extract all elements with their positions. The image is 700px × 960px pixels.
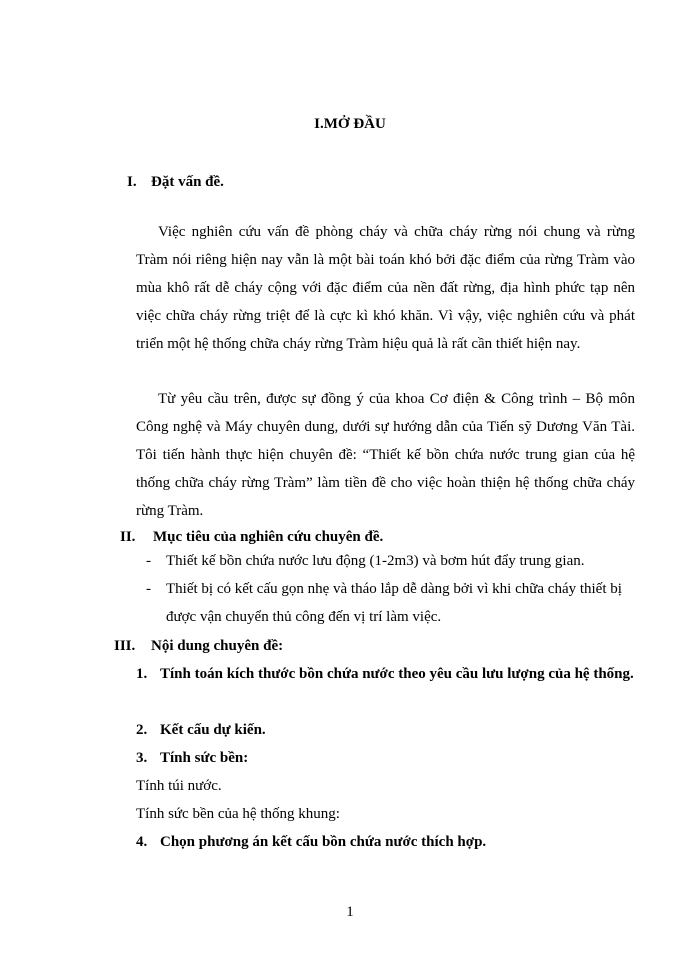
subitem-water-bag: Tính túi nước. bbox=[136, 778, 222, 794]
content-item-1 bbox=[136, 660, 636, 688]
subitem-frame-strength: Tính sức bền của hệ thống khung: bbox=[136, 806, 340, 822]
item-number: 2. bbox=[136, 722, 148, 738]
content-item-4 bbox=[136, 828, 636, 856]
item-text: Tính toán kích thước bồn chứa nước theo yêu cầu lưu lượng của hệ thống. bbox=[160, 666, 634, 682]
item-text: Chọn phương án kết cấu bồn chứa nước thích hợp. bbox=[160, 834, 487, 850]
section-2-bullet-2 bbox=[146, 575, 636, 631]
item-number: 3. bbox=[136, 750, 148, 766]
section-2-title: Mục tiêu của nghiên cứu chuyên đề. bbox=[153, 529, 384, 545]
bullet-text: Thiết kế bồn chứa nước lưu động (1-2m3) và bơm hút đẩy trung gian. bbox=[166, 553, 585, 569]
section-2-number: II. bbox=[120, 529, 136, 545]
section-1-title: Đặt vấn đề. bbox=[151, 174, 224, 190]
section-3-heading bbox=[114, 636, 283, 656]
section-1-number: I. bbox=[127, 174, 137, 190]
section-2-heading bbox=[120, 527, 383, 547]
section-1-paragraph-1: Việc nghiên cứu vấn đề phòng cháy và chữa cháy rừng nói chung và rừng Tràm nói riêng hiện nay vẫn là một bài toán khó bởi đặc điểm của rừng Tràm vào mùa khô rất dễ cháy cộng với đặc điểm của nền đất rừng, địa hình phức tạp nên việc chữa cháy rừng triệt để là cực kì khó khăn. Vì vậy, việc nghiên cứu và phát triển một hệ thống chữa cháy rừng Tràm hiệu quả là rất cần thiết hiện nay. bbox=[136, 224, 635, 352]
section-3-number: III. bbox=[114, 638, 136, 654]
content-item-2 bbox=[136, 716, 636, 744]
bullet-dash: - bbox=[146, 553, 151, 569]
section-2-bullet-1 bbox=[146, 547, 636, 575]
item-text: Tính sức bền: bbox=[160, 750, 249, 766]
document-title: I.MỞ ĐẦU bbox=[314, 116, 386, 132]
item-number: 4. bbox=[136, 834, 148, 850]
page-number: 1 bbox=[346, 904, 354, 920]
bullet-text: Thiết bị có kết cấu gọn nhẹ và tháo lắp dễ dàng bởi vì khi chữa cháy thiết bị được vận chuyển thủ công đến vị trí làm việc. bbox=[166, 581, 622, 625]
section-1-paragraph-2: Từ yêu cầu trên, được sự đồng ý của khoa Cơ điện & Công trình – Bộ môn Công nghệ và Máy chuyên dung, dưới sự hướng dẫn của Tiến sỹ Dương Văn Tài. Tôi tiến hành thực hiện chuyên đề: “Thiết kế bồn chứa nước trung gian của hệ thống chữa cháy rừng Tràm” làm tiền đề cho việc hoàn thiện hệ thống chữa cháy rừng Tràm. bbox=[136, 391, 635, 519]
section-1-heading bbox=[127, 172, 224, 192]
item-number: 1. bbox=[136, 666, 148, 682]
bullet-dash: - bbox=[146, 581, 151, 597]
content-item-3 bbox=[136, 744, 636, 772]
item-text: Kết cấu dự kiến. bbox=[160, 722, 266, 738]
section-3-title: Nội dung chuyên đề: bbox=[151, 638, 284, 654]
